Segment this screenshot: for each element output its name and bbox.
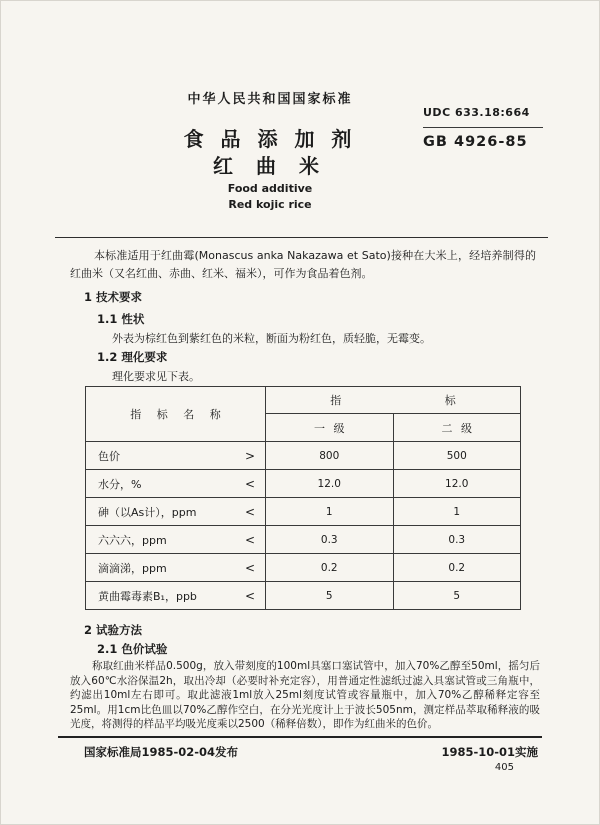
grade2-value: 5 — [393, 582, 521, 609]
indicator-name: 砷（以As计），ppm — [98, 505, 197, 519]
section-2-heading: 2 试验方法 — [84, 623, 143, 637]
indicator-name: 滴滴涕，ppm — [98, 561, 167, 575]
comparison-operator: < — [244, 560, 255, 575]
table-row — [86, 441, 520, 469]
section-1-heading: 1 技术要求 — [84, 290, 143, 304]
section-2-1-heading: 2.1 色价试验 — [97, 642, 168, 656]
column-group-header: 指 标 — [266, 387, 520, 414]
section-1-1-heading: 1.1 性状 — [97, 312, 145, 326]
header-divider — [55, 237, 548, 238]
color-value-test-method: 称取红曲米样品0.500g，放入带刻度的100ml具塞口塞试管中，加入70%乙醇至50ml，摇匀后放入60℃水浴保温2h，取出冷却（必要时补充定容），用普通定性滤纸过滤入具塞试管或三角瓶中，约滤出10ml左右即可。取此滤液1ml放入25ml刻度试管或容量瓶中，加入70%乙醇稀释定容至25ml。用1cm比色皿以70%乙醇作空白，在分光光度计上于波长505nm，测定样品萃取稀释液的吸光度，将测得的样品平均吸光度乘以2500（稀释倍数），即作为红曲米的色价。 — [70, 660, 540, 730]
page-number: 405 — [494, 762, 514, 773]
grade2-value: 12.0 — [393, 470, 521, 497]
indicator-name: 色价 — [98, 449, 120, 463]
column-header-indicator-name: 指 标 名 称 — [86, 387, 266, 441]
comparison-operator: < — [244, 476, 255, 491]
table-row — [86, 581, 520, 609]
document-title-line1: 食 品 添 加 剂 — [183, 127, 357, 151]
udc-number: UDC 633.18:664 — [423, 106, 530, 119]
grade2-value: 0.2 — [393, 554, 521, 581]
column-header-grade2: 二 级 — [393, 414, 521, 441]
grade2-value: 500 — [393, 442, 521, 469]
comparison-operator: < — [244, 504, 255, 519]
document-title-english — [95, 181, 445, 213]
issued-by-date: 国家标准局1985-02-04发布 — [84, 745, 239, 759]
grade2-value: 0.3 — [393, 526, 521, 553]
grade-headers — [266, 414, 520, 441]
indicator-name: 水分，% — [98, 477, 142, 491]
table-row — [86, 553, 520, 581]
title-en-line1: Food additive — [227, 182, 313, 195]
indicator-name: 六六六，ppm — [98, 533, 167, 547]
grade1-value: 12.0 — [317, 477, 341, 490]
comparison-operator: < — [244, 532, 255, 547]
indicator-name: 黄曲霉毒素B₁，ppb — [98, 589, 197, 603]
comparison-operator: < — [244, 588, 255, 603]
table-row — [86, 469, 520, 497]
scope-paragraph: 本标准适用于红曲霉(Monascus anka Nakazawa et Sato)接种在大米上，经培养制得的红曲米（又名红曲、赤曲、红米、福米），可作为食品着色剂。 — [70, 249, 536, 280]
requirements-table — [85, 386, 521, 610]
section-1-2-heading: 1.2 理化要求 — [97, 350, 168, 364]
grade1-value: 0.2 — [320, 561, 338, 574]
column-header-indicator-group — [266, 387, 520, 441]
grade1-value: 1 — [325, 505, 333, 518]
table-row — [86, 497, 520, 525]
title-en-line2: Red kojic rice — [228, 198, 312, 211]
grade2-value: 1 — [393, 498, 521, 525]
standard-code: GB 4926-85 — [423, 134, 528, 150]
grade1-value: 800 — [319, 449, 340, 462]
grade1-value: 0.3 — [320, 533, 338, 546]
section-1-2-text: 理化要求见下表。 — [112, 370, 200, 383]
section-1-1-text: 外表为棕红色到紫红色的米粒，断面为粉红色，质轻脆，无霉变。 — [112, 332, 431, 345]
comparison-operator: > — [244, 448, 255, 463]
standard-label: 中华人民共和国国家标准 — [187, 92, 353, 107]
table-row — [86, 525, 520, 553]
document-title-line2: 红 曲 米 — [213, 154, 327, 178]
grade1-value: 5 — [325, 589, 333, 602]
effective-date: 1985-10-01实施 — [441, 745, 538, 759]
column-header-grade1: 一 级 — [314, 421, 345, 435]
footer-divider — [58, 736, 542, 738]
table-header — [86, 387, 520, 441]
